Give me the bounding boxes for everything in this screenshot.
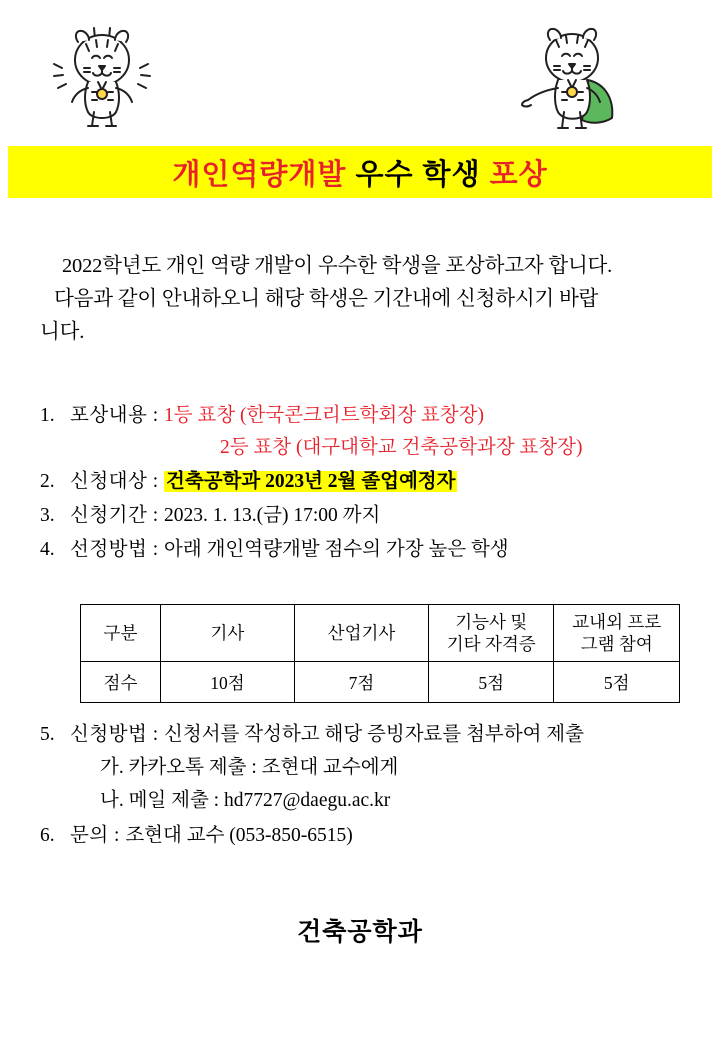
table-header-3-line1: 기능사 및 [455,612,528,632]
list-item-2-body [70,466,690,498]
list-item-4 [40,534,690,566]
title-part-2: 우수 학생 [346,158,490,191]
notice-list-upper [40,400,690,568]
list-item-3-body [70,500,690,532]
list-item-4-number: 4. [40,539,55,560]
table-header-3-line2: 기타 자격증 [446,634,536,654]
list-item-1-subvalue: 2등 표창 (대구대학교 건축공학과장 표창장) [220,437,583,458]
list-item-2-label: 신청대상 : [70,471,165,492]
list-item-5-number: 5. [40,724,55,745]
list-item-2-number: 2. [40,471,55,492]
list-item-5 [40,718,700,817]
table-header-4-line2: 그램 참여 [580,634,653,654]
intro-line-1: 2022학년도 개인 역량 개발이 우수한 학생을 포상하고자 합니다. [62,255,613,277]
table-header-4-line1: 교내외 프로 [572,612,662,632]
list-item-5-label: 신청방법 : [70,724,165,745]
notice-list-lower [40,718,700,854]
list-item-4-value: 아래 개인역량개발 점수의 가장 높은 학생 [164,539,509,560]
list-item-1-value: 1등 표창 (한국콘크리트학회장 표창장) [164,405,484,426]
list-item-5-sub-1: 가. 카카오톡 제출 : 조현대 교수에게 [100,757,399,778]
list-item-6-body [70,819,700,852]
table-header-0: 구분 [81,605,161,662]
table-row [81,662,680,703]
list-item-3-number: 3. [40,505,55,526]
table-header-3 [429,605,554,662]
list-item-5-sub-2: 나. 메일 제출 : hd7727@daegu.ac.kr [100,790,391,811]
intro-line-2: 다음과 같이 안내하오니 해당 학생은 기간내에 신청하시기 바랍 [54,288,599,310]
list-item-3-value: 2023. 1. 13.(금) 17:00 까지 [164,505,381,526]
table-cell-value-1: 7점 [294,662,428,703]
table-header-4 [554,605,680,662]
page-title [172,152,547,193]
score-table [80,604,680,703]
list-item-5-value: 신청서를 작성하고 해당 증빙자료를 첨부하여 제출 [164,724,584,745]
list-item-1-body [70,400,690,464]
list-item-1 [40,400,690,464]
list-item-4-body [70,534,690,566]
list-item-3-label: 신청기간 : [70,505,165,526]
tiger-mascot-left-icon [42,18,162,141]
table-row-label: 점수 [81,662,161,703]
list-item-1-label: 포상내용 : [70,405,165,426]
list-item-2 [40,466,690,498]
table-cell-value-2: 5점 [429,662,554,703]
list-item-4-label: 선정방법 : [70,539,165,560]
table-row-header [81,605,680,662]
table-cell-value-3: 5점 [554,662,680,703]
tiger-mascot-right-icon [510,18,645,148]
title-banner [8,146,712,198]
table-header-2: 산업기사 [294,605,428,662]
list-item-6-number: 6. [40,825,55,846]
list-item-1-number: 1. [40,405,55,426]
list-item-6 [40,819,700,852]
list-item-6-label: 문의 : [70,825,126,846]
intro-paragraph [40,250,686,349]
table-cell-value-0: 10점 [160,662,294,703]
intro-line-3: 니다. [40,321,85,343]
title-part-3: 포상 [489,158,548,191]
list-item-3 [40,500,690,532]
title-part-1: 개인역량개발 [172,158,347,191]
list-item-2-value: 건축공학과 2023년 2월 졸업예정자 [166,471,456,492]
footer-department: 건축공학과 [297,918,423,946]
list-item-5-body [70,718,700,817]
score-table-wrapper [80,604,680,703]
table-header-1: 기사 [160,605,294,662]
list-item-6-value: 조현대 교수 (053-850-6515) [125,825,353,846]
